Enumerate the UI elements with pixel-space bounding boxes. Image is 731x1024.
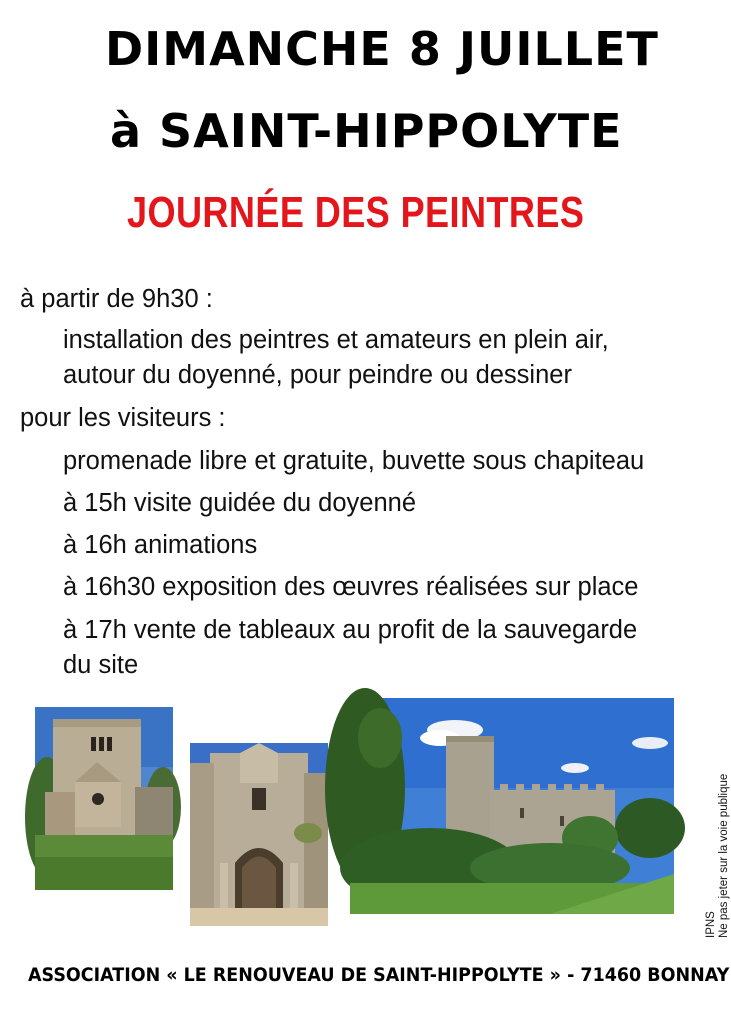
- program-item-exposition: à 16h30 exposition des œuvres réalisées sur place: [63, 573, 639, 601]
- photo-ruins: [190, 743, 328, 926]
- visitors-heading: pour les visiteurs :: [20, 404, 226, 432]
- program-item-vente: à 17h vente de tableaux au profit de la sauvegarde: [63, 616, 638, 644]
- photo-tower: [35, 707, 173, 890]
- event-subtitle: JOURNÉE DES PEINTRES: [127, 188, 585, 237]
- association-footer: ASSOCIATION « LE RENOUVEAU DE SAINT-HIPPOLYTE » - 71460 BONNAY: [28, 964, 730, 986]
- title-line-2: à SAINT-HIPPOLYTE: [110, 104, 623, 158]
- morning-line-2: autour du doyenné, pour peindre ou dessiner: [63, 361, 572, 389]
- ipns-disposal-note: Ne pas jeter sur la voie publique: [718, 773, 730, 938]
- ipns-notice: [705, 774, 731, 938]
- photo-castle: [350, 698, 674, 914]
- title-line-1: DIMANCHE 8 JUILLET: [105, 22, 659, 76]
- program-item-visite: à 15h visite guidée du doyenné: [63, 489, 417, 517]
- morning-line-1: installation des peintres et amateurs en plein air,: [63, 326, 609, 354]
- program-item-animations: à 16h animations: [63, 531, 258, 559]
- ipns-label: IPNS: [705, 911, 717, 938]
- program-item-vente-cont: du site: [63, 651, 139, 679]
- morning-heading: à partir de 9h30 :: [20, 285, 213, 313]
- program-item-promenade: promenade libre et gratuite, buvette sous chapiteau: [63, 447, 645, 475]
